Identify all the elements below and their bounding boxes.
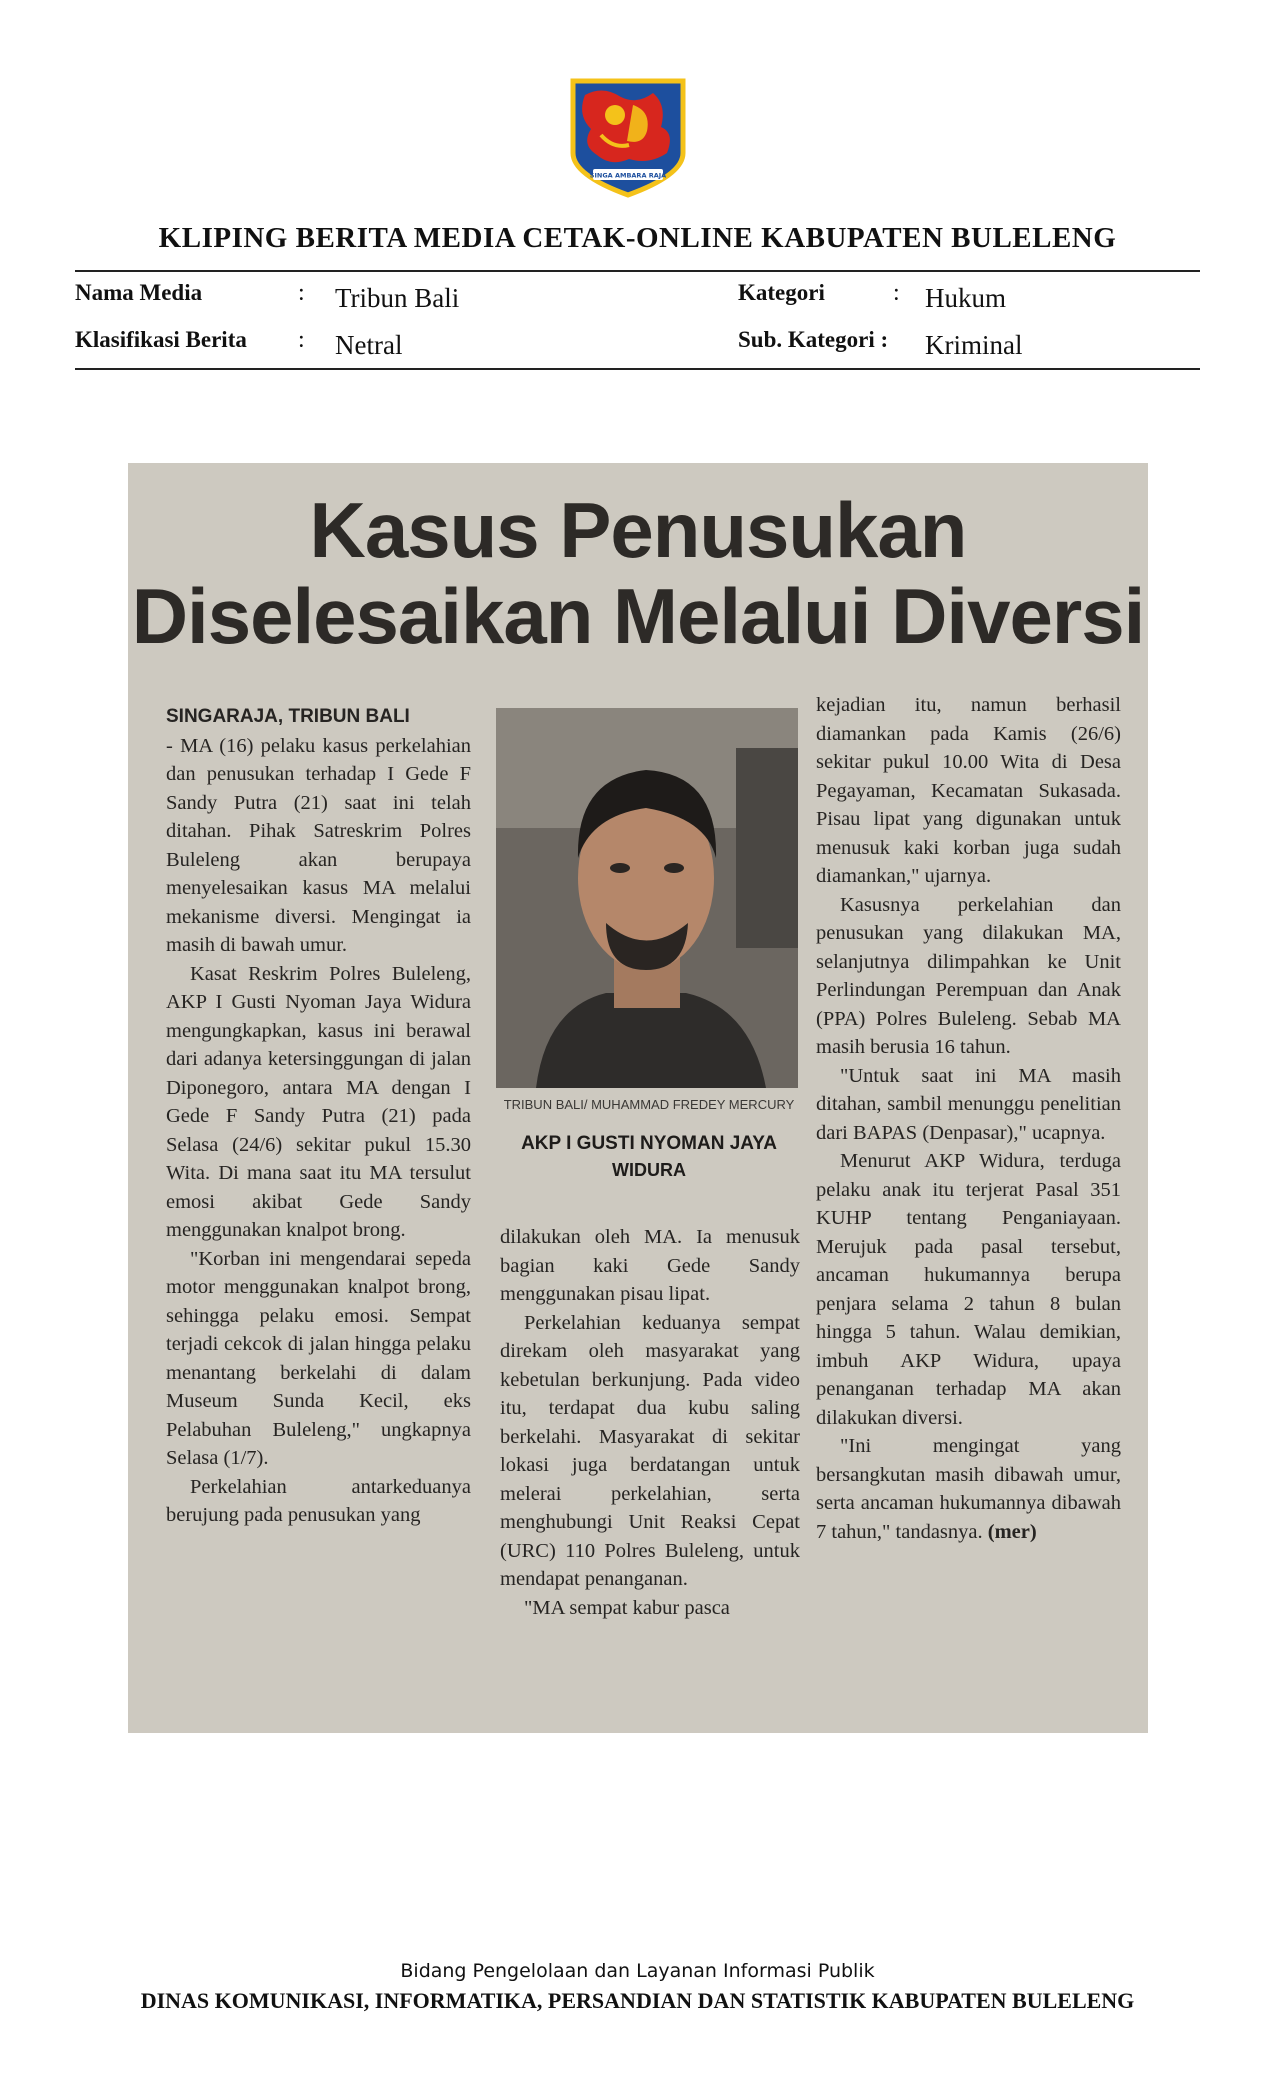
- headline-line-1: Kasus Penusukan: [309, 486, 967, 574]
- paragraph: dilakukan oleh MA. Ia menusuk bagian kaki Gede Sandy menggunakan pisau lipat.: [500, 1226, 800, 1305]
- document-title: KLIPING BERITA MEDIA CETAK-ONLINE KABUPATEN BULELENG: [158, 222, 1117, 254]
- paragraph: Kasusnya perkelahian dan penusukan yang dilakukan MA, selanjutnya dilimpahkan ke Unit Perlindungan Perempuan dan Anak (PPA) Polres Buleleng. Sebab MA masih berusia 16 tahun.: [816, 893, 1121, 1058]
- media-colon: :: [298, 280, 305, 306]
- paragraph: "MA sempat kabur pasca: [524, 1596, 730, 1619]
- article-column-1: [166, 703, 471, 1530]
- logo-motto-text: SINGA AMBARA RAJA: [589, 171, 667, 180]
- paragraph: "Untuk saat ini MA masih ditahan, sambil menunggu penelitian dari BAPAS (Denpasar)," ucapnya.: [816, 1064, 1121, 1144]
- newspaper-clipping: [128, 463, 1148, 1733]
- top-divider: [75, 270, 1200, 272]
- photo-caption-name-2: WIDURA: [612, 1160, 686, 1180]
- photo-credit: TRIBUN BALI/ MUHAMMAD FREDEY MERCURY: [503, 1097, 795, 1112]
- klasifikasi-value: Netral: [335, 330, 403, 360]
- media-label: Nama Media: [75, 280, 203, 305]
- paragraph: Kasat Reskrim Polres Buleleng, AKP I Gusti Nyoman Jaya Widura mengungkapkan, kasus ini berawal dari adanya ketersinggungan di jalan Diponegoro, antara MA dengan I Gede F Sandy Putra (21) pada Selasa (24/6) sekitar pukul 15.30 Wita. Di mana saat itu MA tersulut emosi akibat Gede Sandy menggunakan knalpot brong.: [166, 962, 471, 1241]
- paragraph: Perkelahian keduanya sempat direkam oleh masyarakat yang kebetulan berkunjung. Pada video itu, terdapat dua kubu saling berkelahi. Masyarakat di sekitar lokasi juga berdatangan untuk melerai perkelahian, serta menghubungi Unit Reaksi Cepat (URC) 110 Polres Buleleng, untuk mendapat penanganan.: [500, 1311, 800, 1590]
- media-value: Tribun Bali: [335, 283, 460, 313]
- article-column-2: [500, 1223, 800, 1622]
- sub-kategori-label: Sub. Kategori :: [738, 327, 889, 352]
- paragraph: kejadian itu, namun berhasil diamankan pada Kamis (26/6) sekitar pukul 10.00 Wita di Desa Pegayaman, Kecamatan Sukasada. Pisau lipat yang digunakan untuk menusuk kaki korban juga sudah diamankan," ujarnya.: [816, 694, 1121, 887]
- klasifikasi-colon: :: [298, 327, 305, 353]
- article-column-3: [816, 691, 1121, 1546]
- kategori-value: Hukum: [925, 283, 1006, 313]
- byline: (mer): [987, 1520, 1037, 1543]
- photo-caption-name: AKP I GUSTI NYOMAN JAYA: [521, 1133, 777, 1154]
- paragraph: "Korban ini mengendarai sepeda motor menggunakan knalpot brong, sehingga pelaku emosi. Sempat terjadi cekcok di jalan hingga pelaku menantang berkelahi di dalam Museum Sunda Kecil, eks Pelabuhan Buleleng," ungkapnya Selasa (1/7).: [166, 1247, 471, 1469]
- paragraph: Menurut AKP Widura, terduga pelaku anak itu terjerat Pasal 351 KUHP tentang Penganiayaan. Merujuk pada pasal tersebut, ancaman hukumannya berupa penjara selama 2 tahun 8 bulan hingga 5 tahun. Walau demikian, imbuh AKP Widura, upaya penanganan terhadap MA akan dilakukan diversi.: [816, 1150, 1121, 1429]
- sub-kategori-value: Kriminal: [925, 330, 1023, 360]
- paragraph: Perkelahian antarkeduanya berujung pada penusukan yang: [166, 1475, 471, 1526]
- bottom-divider: [75, 368, 1200, 370]
- article-photo: [496, 708, 798, 1088]
- footer-agency: DINAS KOMUNIKASI, INFORMATIKA, PERSANDIAN DAN STATISTIK KABUPATEN BULELENG: [140, 1988, 1135, 2013]
- paragraph: - MA (16) pelaku kasus perkelahian dan penusukan terhadap I Gede F Sandy Putra (21) saat ini telah ditahan. Pihak Satreskrim Polres Buleleng akan berupaya menyelesaikan kasus MA melalui mekanisme diversi. Mengingat ia masih di bawah umur.: [166, 734, 471, 956]
- paragraph: [816, 1432, 1121, 1546]
- paragraph-text: "Ini mengingat yang bersangkutan masih dibawah umur, serta ancaman hukumannya dibawah 7 tahun," tandasnya.: [816, 1435, 1121, 1543]
- government-crest-logo: [563, 75, 693, 200]
- kategori-colon: :: [893, 280, 900, 306]
- dateline: SINGARAJA, TRIBUN BALI: [166, 706, 410, 727]
- footer-division: Bidang Pengelolaan dan Layanan Informasi Publik: [400, 1960, 875, 1982]
- kategori-label: Kategori: [738, 280, 825, 305]
- headline-line-2: Diselesaikan Melalui Diversi: [131, 572, 1145, 660]
- klasifikasi-label: Klasifikasi Berita: [75, 327, 247, 352]
